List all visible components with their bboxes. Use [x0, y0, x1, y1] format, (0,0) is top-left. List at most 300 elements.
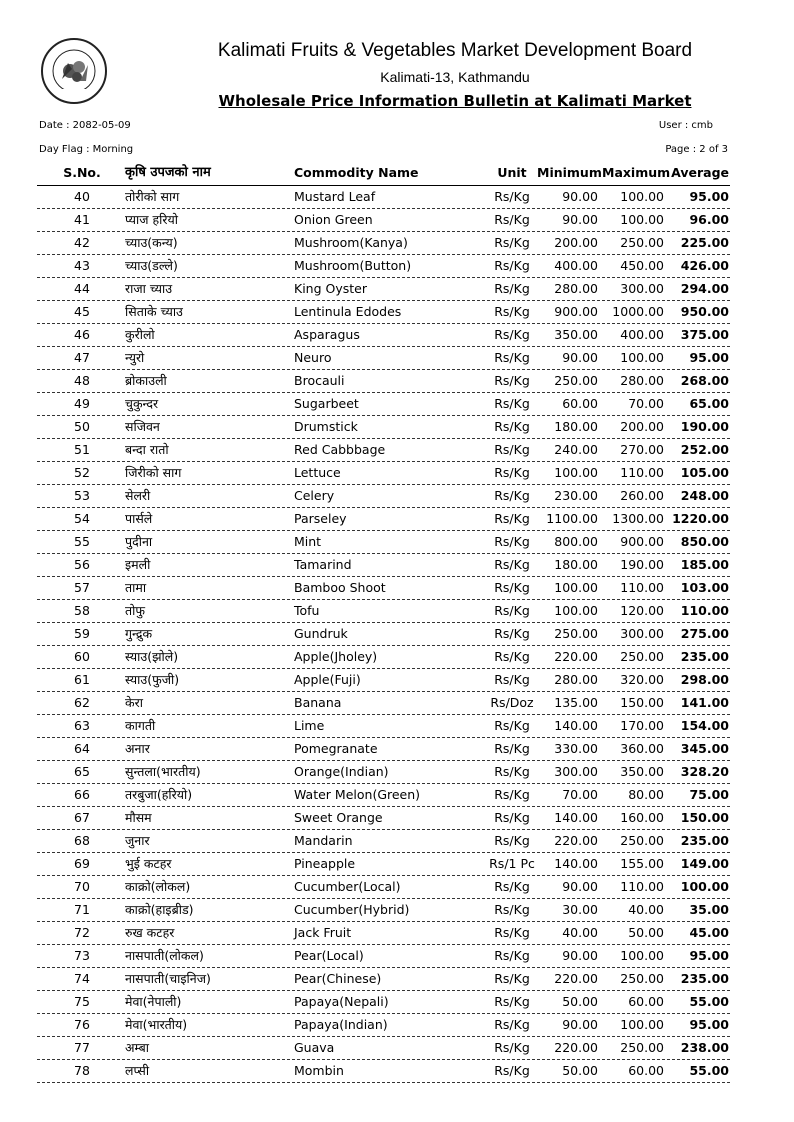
row-minimum: 220.00	[554, 649, 598, 664]
row-nepali-name: तामा	[125, 580, 147, 595]
row-sno: 45	[74, 304, 90, 319]
row-unit: Rs/Kg	[494, 442, 530, 457]
row-minimum: 60.00	[562, 396, 598, 411]
row-nepali-name: ब्रोकाउली	[125, 373, 167, 388]
row-average: 268.00	[680, 373, 729, 388]
row-average: 298.00	[680, 672, 729, 687]
row-minimum: 140.00	[554, 856, 598, 871]
row-sno: 48	[74, 373, 90, 388]
row-minimum: 180.00	[554, 557, 598, 572]
row-maximum: 110.00	[620, 580, 664, 595]
row-unit: Rs/Kg	[494, 557, 530, 572]
row-sno: 49	[74, 396, 90, 411]
row-minimum: 900.00	[554, 304, 598, 319]
row-nepali-name: बन्दा रातो	[125, 442, 169, 457]
row-nepali-name: लप्सी	[125, 1063, 150, 1078]
row-nepali-name: सजिवन	[125, 419, 160, 434]
table-row	[37, 784, 730, 807]
row-sno: 41	[74, 212, 90, 227]
row-average: 95.00	[689, 1017, 729, 1032]
row-commodity: Jack Fruit	[294, 925, 352, 940]
row-commodity: Water Melon(Green)	[294, 787, 421, 802]
row-nepali-name: स्याउ(झोले)	[125, 649, 179, 664]
row-minimum: 180.00	[554, 419, 598, 434]
row-minimum: 50.00	[562, 1063, 598, 1078]
row-nepali-name: जुनार	[125, 833, 150, 848]
row-sno: 66	[74, 787, 90, 802]
row-maximum: 900.00	[620, 534, 664, 549]
row-sno: 69	[74, 856, 90, 871]
row-sno: 68	[74, 833, 90, 848]
org-name: Kalimati Fruits & Vegetables Market Development Board	[217, 40, 693, 61]
row-nepali-name: तोफु	[125, 603, 146, 618]
row-sno: 58	[74, 603, 90, 618]
row-unit: Rs/Kg	[494, 419, 530, 434]
row-nepali-name: नासपाती(चाइनिज)	[125, 971, 211, 986]
header-minimum: Minimum	[537, 165, 602, 180]
row-commodity: Apple(Fuji)	[294, 672, 361, 687]
row-commodity: Orange(Indian)	[294, 764, 389, 779]
row-unit: Rs/Kg	[494, 626, 530, 641]
row-unit: Rs/Kg	[494, 649, 530, 664]
row-sno: 51	[74, 442, 90, 457]
row-sno: 55	[74, 534, 90, 549]
row-minimum: 140.00	[554, 810, 598, 825]
row-commodity: Sugarbeet	[294, 396, 359, 411]
row-nepali-name: कुरीलो	[125, 327, 155, 342]
row-unit: Rs/Kg	[494, 672, 530, 687]
row-maximum: 100.00	[620, 948, 664, 963]
row-maximum: 110.00	[620, 879, 664, 894]
row-average: 225.00	[680, 235, 729, 250]
row-unit: Rs/Kg	[494, 396, 530, 411]
row-average: 950.00	[680, 304, 729, 319]
row-maximum: 250.00	[620, 1040, 664, 1055]
row-average: 238.00	[680, 1040, 729, 1055]
row-average: 150.00	[680, 810, 729, 825]
table-row	[37, 278, 730, 301]
table-row	[37, 1037, 730, 1060]
row-minimum: 90.00	[562, 350, 598, 365]
row-nepali-name: गुन्द्रुक	[125, 626, 153, 641]
row-average: 55.00	[689, 1063, 729, 1078]
table-row	[37, 439, 730, 462]
row-average: 95.00	[689, 350, 729, 365]
row-commodity: King Oyster	[294, 281, 367, 296]
row-maximum: 60.00	[628, 1063, 664, 1078]
row-unit: Rs/Kg	[494, 580, 530, 595]
table-row	[37, 531, 730, 554]
table-row	[37, 692, 730, 715]
row-average: 235.00	[680, 649, 729, 664]
row-minimum: 90.00	[562, 948, 598, 963]
table-row	[37, 370, 730, 393]
row-unit: Rs/Kg	[494, 971, 530, 986]
row-nepali-name: अनार	[125, 741, 150, 756]
row-sno: 65	[74, 764, 90, 779]
row-sno: 61	[74, 672, 90, 687]
table-row	[37, 485, 730, 508]
row-sno: 72	[74, 925, 90, 940]
row-minimum: 800.00	[554, 534, 598, 549]
row-maximum: 300.00	[620, 626, 664, 641]
row-sno: 40	[74, 189, 90, 204]
row-unit: Rs/Kg	[494, 1017, 530, 1032]
header-commodity: Commodity Name	[294, 165, 419, 180]
row-average: 190.00	[680, 419, 729, 434]
row-nepali-name: च्याउ(डल्ले)	[125, 258, 178, 273]
row-average: 105.00	[680, 465, 729, 480]
row-unit: Rs/Kg	[494, 373, 530, 388]
row-unit: Rs/Kg	[494, 603, 530, 618]
table-row	[37, 922, 730, 945]
row-minimum: 330.00	[554, 741, 598, 756]
table-header	[37, 163, 730, 186]
row-sno: 62	[74, 695, 90, 710]
table-row	[37, 462, 730, 485]
row-sno: 42	[74, 235, 90, 250]
table-row	[37, 324, 730, 347]
row-sno: 75	[74, 994, 90, 1009]
row-sno: 78	[74, 1063, 90, 1078]
row-maximum: 250.00	[620, 235, 664, 250]
row-unit: Rs/Kg	[494, 1040, 530, 1055]
row-sno: 46	[74, 327, 90, 342]
row-commodity: Mandarin	[294, 833, 353, 848]
table-row	[37, 301, 730, 324]
row-nepali-name: सेलरी	[125, 488, 151, 503]
row-sno: 63	[74, 718, 90, 733]
row-minimum: 70.00	[562, 787, 598, 802]
row-average: 345.00	[680, 741, 729, 756]
row-average: 235.00	[680, 971, 729, 986]
row-sno: 73	[74, 948, 90, 963]
row-unit: Rs/Kg	[494, 879, 530, 894]
row-commodity: Papaya(Indian)	[294, 1017, 388, 1032]
row-unit: Rs/Kg	[494, 741, 530, 756]
table-row	[37, 715, 730, 738]
row-nepali-name: कागती	[125, 718, 156, 733]
row-commodity: Tamarind	[294, 557, 352, 572]
row-maximum: 160.00	[620, 810, 664, 825]
table-row	[37, 393, 730, 416]
row-unit: Rs/Kg	[494, 718, 530, 733]
row-sno: 70	[74, 879, 90, 894]
row-average: 248.00	[680, 488, 729, 503]
row-minimum: 280.00	[554, 281, 598, 296]
row-commodity: Parseley	[294, 511, 347, 526]
row-maximum: 270.00	[620, 442, 664, 457]
table-row	[37, 738, 730, 761]
row-minimum: 90.00	[562, 189, 598, 204]
row-sno: 74	[74, 971, 90, 986]
row-average: 103.00	[680, 580, 729, 595]
row-nepali-name: जिरीको साग	[125, 465, 182, 480]
row-maximum: 450.00	[620, 258, 664, 273]
row-average: 149.00	[680, 856, 729, 871]
row-commodity: Mushroom(Kanya)	[294, 235, 408, 250]
row-nepali-name: मेवा(नेपाली)	[125, 994, 182, 1009]
row-minimum: 100.00	[554, 465, 598, 480]
table-row	[37, 853, 730, 876]
row-average: 96.00	[689, 212, 729, 227]
row-minimum: 280.00	[554, 672, 598, 687]
row-maximum: 155.00	[620, 856, 664, 871]
row-unit: Rs/Kg	[494, 534, 530, 549]
row-nepali-name: भुई कटहर	[125, 856, 172, 871]
header-unit: Unit	[497, 165, 527, 180]
table-body	[37, 186, 730, 1083]
row-average: 95.00	[689, 189, 729, 204]
row-sno: 76	[74, 1017, 90, 1032]
row-nepali-name: स्याउ(फुजी)	[125, 672, 180, 687]
row-nepali-name: प्याज हरियो	[125, 212, 178, 227]
row-maximum: 250.00	[620, 649, 664, 664]
row-nepali-name: काक्रो(लोकल)	[125, 879, 191, 894]
row-maximum: 40.00	[628, 902, 664, 917]
table-row	[37, 807, 730, 830]
row-maximum: 100.00	[620, 350, 664, 365]
table-row	[37, 1060, 730, 1083]
row-commodity: Bamboo Shoot	[294, 580, 386, 595]
row-sno: 67	[74, 810, 90, 825]
row-minimum: 90.00	[562, 1017, 598, 1032]
row-minimum: 400.00	[554, 258, 598, 273]
table-row	[37, 186, 730, 209]
row-sno: 50	[74, 419, 90, 434]
price-table	[37, 163, 730, 1083]
row-sno: 57	[74, 580, 90, 595]
row-maximum: 120.00	[620, 603, 664, 618]
table-row	[37, 876, 730, 899]
row-commodity: Pineapple	[294, 856, 356, 871]
row-maximum: 300.00	[620, 281, 664, 296]
row-commodity: Papaya(Nepali)	[294, 994, 389, 1009]
row-maximum: 170.00	[620, 718, 664, 733]
org-address: Kalimati-13, Kathmandu	[380, 69, 530, 85]
row-unit: Rs/Kg	[494, 189, 530, 204]
row-maximum: 250.00	[620, 971, 664, 986]
row-sno: 64	[74, 741, 90, 756]
row-maximum: 150.00	[620, 695, 664, 710]
row-maximum: 50.00	[628, 925, 664, 940]
row-commodity: Mombin	[294, 1063, 344, 1078]
table-row	[37, 991, 730, 1014]
row-maximum: 280.00	[620, 373, 664, 388]
row-unit: Rs/Kg	[494, 327, 530, 342]
row-nepali-name: मेवा(भारतीय)	[125, 1017, 188, 1032]
row-nepali-name: राजा च्याउ	[125, 281, 173, 296]
table-row	[37, 669, 730, 692]
table-row	[37, 761, 730, 784]
table-row	[37, 232, 730, 255]
row-minimum: 100.00	[554, 603, 598, 618]
row-minimum: 40.00	[562, 925, 598, 940]
row-commodity: Red Cabbbage	[294, 442, 386, 457]
table-row	[37, 577, 730, 600]
table-row	[37, 945, 730, 968]
row-maximum: 70.00	[628, 396, 664, 411]
row-average: 426.00	[680, 258, 729, 273]
row-maximum: 260.00	[620, 488, 664, 503]
table-row	[37, 1014, 730, 1037]
row-minimum: 30.00	[562, 902, 598, 917]
row-maximum: 80.00	[628, 787, 664, 802]
row-commodity: Cucumber(Local)	[294, 879, 401, 894]
row-minimum: 140.00	[554, 718, 598, 733]
row-average: 375.00	[680, 327, 729, 342]
header-maximum: Maximum	[602, 165, 671, 180]
table-row	[37, 255, 730, 278]
row-average: 185.00	[680, 557, 729, 572]
row-maximum: 100.00	[620, 212, 664, 227]
row-unit: Rs/Kg	[494, 212, 530, 227]
row-maximum: 190.00	[620, 557, 664, 572]
row-unit: Rs/Doz	[490, 695, 534, 710]
row-commodity: Mushroom(Button)	[294, 258, 412, 273]
row-unit: Rs/1 Pc	[489, 856, 535, 871]
row-maximum: 350.00	[620, 764, 664, 779]
row-unit: Rs/Kg	[494, 235, 530, 250]
row-maximum: 250.00	[620, 833, 664, 848]
row-minimum: 90.00	[562, 212, 598, 227]
row-minimum: 250.00	[554, 626, 598, 641]
row-nepali-name: च्याउ(कन्य)	[125, 235, 178, 250]
row-unit: Rs/Kg	[494, 833, 530, 848]
table-row	[37, 899, 730, 922]
row-sno: 44	[74, 281, 90, 296]
row-sno: 47	[74, 350, 90, 365]
table-row	[37, 830, 730, 853]
row-maximum: 1300.00	[612, 511, 664, 526]
row-commodity: Onion Green	[294, 212, 373, 227]
row-minimum: 240.00	[554, 442, 598, 457]
row-maximum: 100.00	[620, 1017, 664, 1032]
row-minimum: 100.00	[554, 580, 598, 595]
row-maximum: 60.00	[628, 994, 664, 1009]
row-maximum: 200.00	[620, 419, 664, 434]
row-commodity: Apple(Jholey)	[294, 649, 378, 664]
row-nepali-name: तोरीको साग	[125, 189, 180, 204]
table-row	[37, 554, 730, 577]
row-average: 141.00	[680, 695, 729, 710]
row-average: 110.00	[680, 603, 729, 618]
row-unit: Rs/Kg	[494, 764, 530, 779]
row-sno: 60	[74, 649, 90, 664]
row-average: 154.00	[680, 718, 729, 733]
row-unit: Rs/Kg	[494, 465, 530, 480]
row-average: 294.00	[680, 281, 729, 296]
row-commodity: Mustard Leaf	[294, 189, 376, 204]
row-commodity: Guava	[294, 1040, 335, 1055]
table-row	[37, 600, 730, 623]
row-maximum: 400.00	[620, 327, 664, 342]
header-nepali-name: कृषि उपजको नाम	[125, 165, 211, 180]
row-nepali-name: चुकुन्दर	[125, 396, 159, 411]
row-commodity: Pear(Local)	[294, 948, 364, 963]
table-row	[37, 623, 730, 646]
row-minimum: 350.00	[554, 327, 598, 342]
row-average: 850.00	[680, 534, 729, 549]
row-commodity: Brocauli	[294, 373, 345, 388]
row-minimum: 90.00	[562, 879, 598, 894]
table-row	[37, 209, 730, 232]
row-commodity: Lettuce	[294, 465, 341, 480]
row-average: 1220.00	[672, 511, 729, 526]
row-nepali-name: केरा	[125, 695, 143, 710]
row-average: 252.00	[680, 442, 729, 457]
row-nepali-name: सुन्तला(भारतीय)	[125, 764, 201, 779]
row-minimum: 50.00	[562, 994, 598, 1009]
row-commodity: Celery	[294, 488, 335, 503]
row-commodity: Cucumber(Hybrid)	[294, 902, 410, 917]
row-unit: Rs/Kg	[494, 787, 530, 802]
row-maximum: 1000.00	[612, 304, 664, 319]
row-nepali-name: पुदीना	[125, 534, 153, 549]
row-maximum: 100.00	[620, 189, 664, 204]
row-commodity: Drumstick	[294, 419, 358, 434]
row-unit: Rs/Kg	[494, 511, 530, 526]
row-sno: 71	[74, 902, 90, 917]
row-nepali-name: तरबुजा(हरियो)	[125, 787, 193, 802]
table-row	[37, 416, 730, 439]
row-average: 275.00	[680, 626, 729, 641]
row-commodity: Asparagus	[294, 327, 360, 342]
row-average: 235.00	[680, 833, 729, 848]
row-unit: Rs/Kg	[494, 304, 530, 319]
row-maximum: 320.00	[620, 672, 664, 687]
row-sno: 77	[74, 1040, 90, 1055]
table-row	[37, 646, 730, 669]
row-nepali-name: इमली	[125, 557, 151, 572]
row-sno: 43	[74, 258, 90, 273]
row-commodity: Lentinula Edodes	[294, 304, 402, 319]
row-minimum: 250.00	[554, 373, 598, 388]
page-number: Page : 2 of 3	[665, 144, 728, 155]
row-minimum: 220.00	[554, 833, 598, 848]
row-nepali-name: सिताके च्याउ	[125, 304, 183, 319]
row-unit: Rs/Kg	[494, 902, 530, 917]
row-unit: Rs/Kg	[494, 925, 530, 940]
row-commodity: Gundruk	[294, 626, 348, 641]
row-nepali-name: पार्सले	[125, 511, 153, 526]
row-minimum: 1100.00	[546, 511, 598, 526]
header-sno: S.No.	[63, 165, 101, 180]
row-commodity: Sweet Orange	[294, 810, 383, 825]
row-minimum: 230.00	[554, 488, 598, 503]
row-commodity: Neuro	[294, 350, 332, 365]
row-sno: 53	[74, 488, 90, 503]
header-average: Average	[671, 165, 729, 180]
row-minimum: 300.00	[554, 764, 598, 779]
day-flag: Day Flag : Morning	[39, 144, 134, 155]
row-nepali-name: न्युरो	[125, 350, 145, 365]
row-nepali-name: काक्रो(हाइब्रीड)	[125, 902, 194, 917]
table-row	[37, 968, 730, 991]
row-nepali-name: मौसम	[125, 810, 152, 825]
row-minimum: 220.00	[554, 1040, 598, 1055]
row-average: 65.00	[689, 396, 729, 411]
row-sno: 59	[74, 626, 90, 641]
row-average: 95.00	[689, 948, 729, 963]
row-unit: Rs/Kg	[494, 948, 530, 963]
row-nepali-name: अम्बा	[125, 1040, 149, 1055]
report-date: Date : 2082-05-09	[39, 120, 131, 131]
row-minimum: 200.00	[554, 235, 598, 250]
row-commodity: Mint	[294, 534, 322, 549]
row-unit: Rs/Kg	[494, 488, 530, 503]
row-minimum: 220.00	[554, 971, 598, 986]
